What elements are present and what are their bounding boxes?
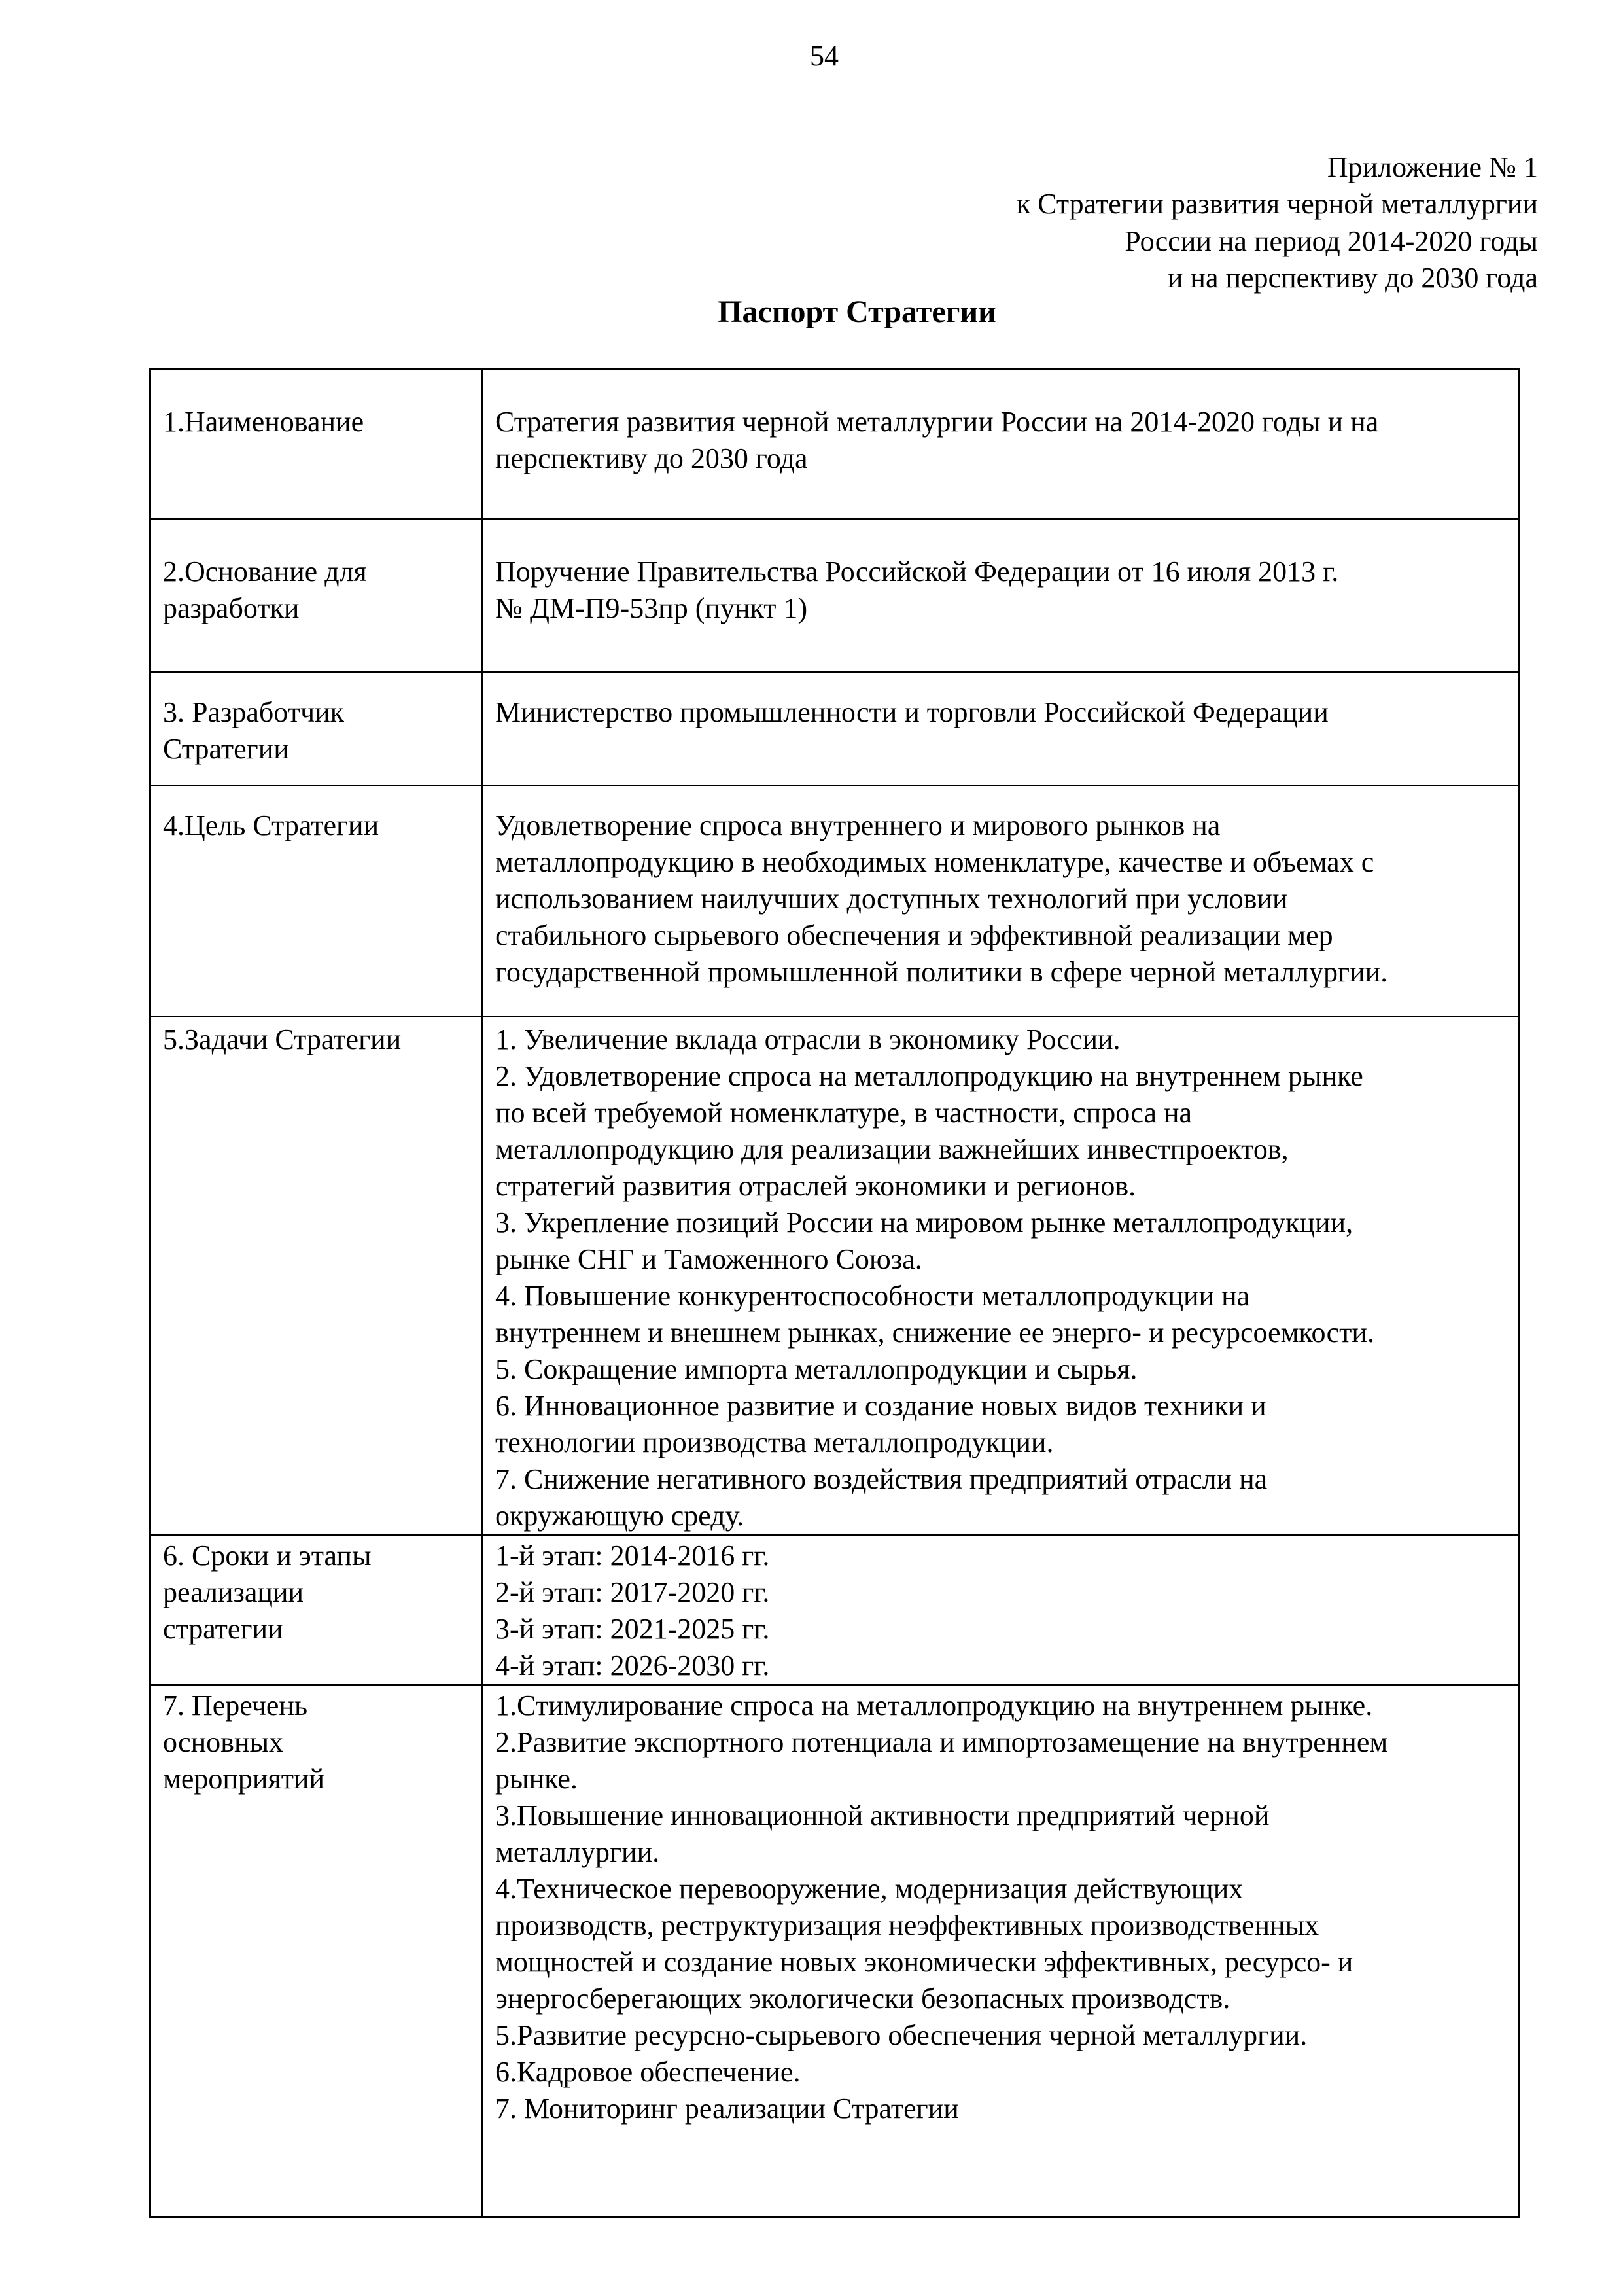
row-text-line: по всей требуемой номенклатуре, в частности, спроса на [495, 1097, 1193, 1129]
row-label: 3. Разработчик [163, 696, 344, 728]
row-text-line: 2-й этап: 2017-2020 гг. [495, 1576, 770, 1608]
table-row [150, 1686, 1520, 2217]
row-content-cell [483, 673, 1520, 786]
row-text-line: Стратегия развития черной металлургии России на 2014-2020 годы и на [495, 406, 1379, 438]
row-label-cell [150, 1017, 483, 1536]
row-text-line: 2. Удовлетворение спроса на металлопродукцию на внутреннем рынке [495, 1060, 1363, 1092]
row-label: разработки [163, 592, 300, 624]
row-text-line: 5.Развитие ресурсно-сырьевого обеспечения черной металлургии. [495, 2019, 1308, 2051]
row-content-cell [483, 369, 1520, 519]
table-row [150, 1536, 1520, 1686]
row-content-cell [483, 1536, 1520, 1686]
row-text-line: 7. Мониторинг реализации Стратегии [495, 2093, 959, 2125]
row-text-line: 5. Сокращение импорта металлопродукции и сырья. [495, 1353, 1138, 1385]
row-text-line: металлургии. [495, 1836, 660, 1868]
row-text-line: 3-й этап: 2021-2025 гг. [495, 1613, 770, 1645]
row-text-line: 4.Техническое перевооружение, модернизация действующих [495, 1873, 1244, 1905]
appendix-line: России на период 2014-2020 годы [1125, 224, 1538, 257]
row-text-line: мощностей и создание новых экономически эффективных, ресурсо- и [495, 1946, 1353, 1978]
row-label: мероприятий [163, 1763, 325, 1795]
appendix-line: к Стратегии развития черной металлургии [1016, 188, 1538, 221]
row-label-cell [150, 673, 483, 786]
row-text-line: Поручение Правительства Российской Федерации от 16 июля 2013 г. [495, 556, 1339, 588]
table-row [150, 1017, 1520, 1536]
table-row [150, 369, 1520, 519]
row-label: 2.Основание для [163, 556, 367, 588]
row-text-line: 4. Повышение конкурентоспособности металлопродукции на [495, 1280, 1250, 1312]
row-text-line: 3.Повышение инновационной активности предприятий черной [495, 1799, 1270, 1831]
row-label: 6. Сроки и этапы [163, 1540, 372, 1572]
row-label: 7. Перечень [163, 1689, 308, 1722]
row-text-line: использованием наилучших доступных технологий при условии [495, 883, 1288, 915]
row-label: 1.Наименование [163, 406, 364, 438]
row-text-line: 1.Стимулирование спроса на металлопродукцию на внутреннем рынке. [495, 1689, 1373, 1722]
appendix-header [622, 149, 1538, 296]
row-text-line: Министерство промышленности и торговли Российской Федерации [495, 696, 1329, 728]
row-label: основных [163, 1726, 284, 1758]
table-row [150, 673, 1520, 786]
row-text-line: стабильного сырьевого обеспечения и эффективной реализации мер [495, 919, 1333, 951]
row-text-line: рынке. [495, 1763, 578, 1795]
full-label [0, 0, 1, 1]
page-number: 54 [810, 40, 839, 72]
document-title: Паспорт Стратегии [718, 294, 996, 329]
row-text-line: Удовлетворение спроса внутреннего и мирового рынков на [495, 809, 1221, 841]
appendix-line: и на перспективу до 2030 года [1167, 261, 1538, 294]
row-text-line: стратегий развития отраслей экономики и регионов. [495, 1170, 1136, 1202]
row-text-line: 4-й этап: 2026-2030 гг. [495, 1650, 770, 1682]
row-text-line: рынке СНГ и Таможенного Союза. [495, 1243, 922, 1275]
row-label: 4.Цель Стратегии [163, 809, 379, 841]
row-label-cell [150, 1536, 483, 1686]
row-text-line: перспективу до 2030 года [495, 442, 808, 474]
row-text-line: 6. Инновационное развитие и создание новых видов техники и [495, 1390, 1266, 1422]
row-label: Стратегии [163, 733, 289, 765]
row-text-line: производств, реструктуризация неэффективных производственных [495, 1909, 1319, 1941]
row-content-cell [483, 1017, 1520, 1536]
row-label: 5.Задачи Стратегии [163, 1023, 402, 1055]
row-text-line: металлопродукцию для реализации важнейших инвестпроектов, [495, 1133, 1289, 1165]
row-text-line: 6.Кадровое обеспечение. [495, 2056, 801, 2088]
row-text-line: 1-й этап: 2014-2016 гг. [495, 1540, 770, 1572]
row-label: стратегии [163, 1613, 283, 1645]
table-row [150, 519, 1520, 673]
row-text-line: энергосберегающих экологически безопасных производств. [495, 1983, 1230, 2015]
row-label-cell [150, 1686, 483, 2217]
strategy-passport-table [149, 368, 1520, 2218]
row-label-cell [150, 786, 483, 1017]
appendix-line: Приложение № 1 [1327, 151, 1538, 183]
row-content-cell [483, 1686, 1520, 2217]
row-label-cell [150, 519, 483, 673]
row-content-cell [483, 786, 1520, 1017]
row-text-line: технологии производства металлопродукции. [495, 1426, 1054, 1458]
row-text-line: государственной промышленной политики в сфере черной металлургии. [495, 956, 1388, 988]
row-text-line: окружающую среду. [495, 1500, 744, 1532]
row-content-cell [483, 519, 1520, 673]
row-text-line: 3. Укрепление позиций России на мировом рынке металлопродукции, [495, 1207, 1353, 1239]
row-text-line: внутреннем и внешнем рынках, снижение ее энерго- и ресурсоемкости. [495, 1316, 1374, 1349]
row-label-cell [150, 369, 483, 519]
row-text-line: 7. Снижение негативного воздействия предприятий отрасли на [495, 1463, 1268, 1495]
row-text-line: № ДМ-П9-53пр (пункт 1) [495, 592, 808, 624]
full-label-list [0, 0, 1, 1]
row-label: реализации [163, 1576, 304, 1608]
row-text-line: 1. Увеличение вклада отрасли в экономику России. [495, 1023, 1121, 1055]
table-row [150, 786, 1520, 1017]
row-text-line: металлопродукцию в необходимых номенклатуре, качестве и объемах с [495, 846, 1374, 878]
row-text-line: 2.Развитие экспортного потенциала и импортозамещение на внутреннем [495, 1726, 1388, 1758]
